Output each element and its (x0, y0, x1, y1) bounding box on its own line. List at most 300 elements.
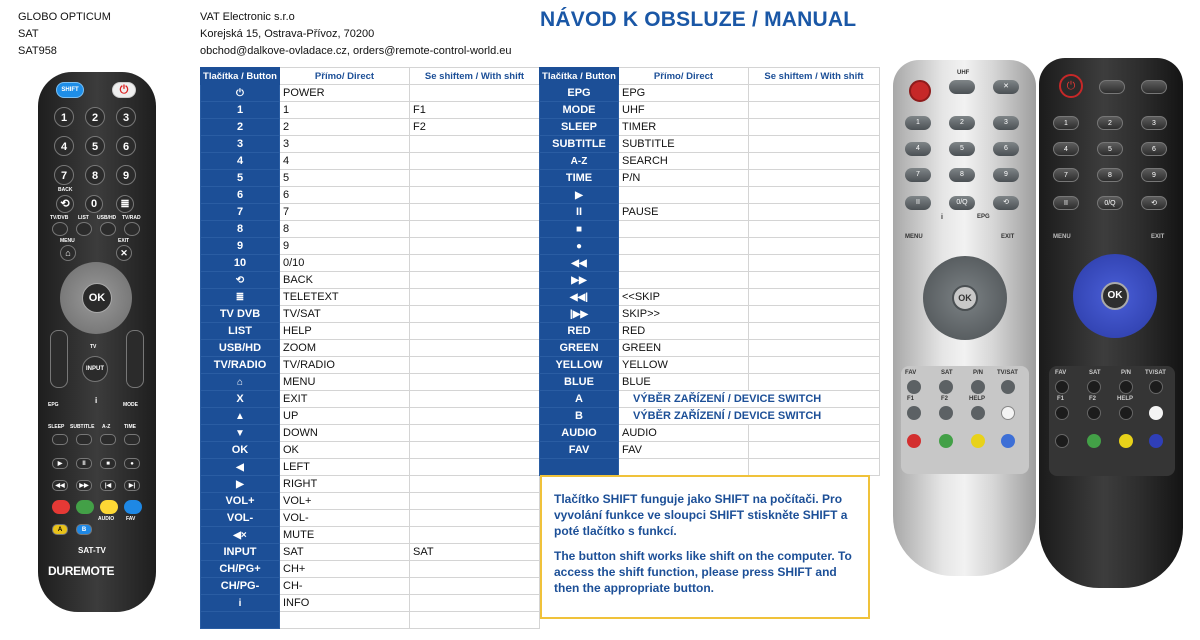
button-cell: 3 (201, 136, 280, 153)
yellow-button (971, 434, 985, 448)
table-row (540, 306, 880, 323)
direct-cell (619, 272, 749, 289)
table-row (540, 459, 880, 476)
f2-label: F2 (1089, 396, 1097, 402)
direct-cell: P/N (619, 170, 749, 187)
sleep-label: SLEEP (48, 424, 65, 430)
direct-cell: AUDIO (619, 425, 749, 442)
mute-icon: ✕ (993, 80, 1019, 94)
table-row (201, 323, 540, 340)
direct-cell: CH- (280, 578, 410, 595)
direct-cell (619, 459, 749, 476)
brand-logo: DUREMOTE (48, 564, 115, 578)
audio-label: AUDIO (98, 516, 115, 522)
yellow-button (1119, 434, 1133, 448)
button-cell: LIST (201, 323, 280, 340)
button-cell: FAV (540, 442, 619, 459)
digit-button: 5 (85, 136, 105, 156)
pn-label: P/N (973, 370, 984, 376)
shift-cell (749, 289, 880, 306)
table-header-row (201, 68, 540, 85)
shift-cell (749, 136, 880, 153)
usbhd-button (100, 222, 116, 236)
button-cell: ■ (540, 221, 619, 238)
company-info (200, 9, 512, 60)
pause-button: II (1053, 196, 1079, 210)
shift-cell (410, 561, 540, 578)
menu-label: MENU (60, 238, 75, 244)
blue-button (1001, 434, 1015, 448)
help-button (971, 406, 985, 420)
button-cell: VOL- (201, 510, 280, 527)
info-label: i (95, 396, 98, 405)
model-label: SAT-TV (78, 546, 106, 555)
button-cell: ● (540, 238, 619, 255)
shift-button: SHIFT (56, 82, 84, 98)
shift-cell: F1 (410, 102, 540, 119)
table-row (540, 136, 880, 153)
input-button: INPUT (82, 356, 108, 382)
table-row (201, 272, 540, 289)
help-button (1119, 406, 1133, 420)
blue-button (1149, 434, 1163, 448)
info-label: i (941, 214, 943, 221)
brand-line: SAT (18, 28, 39, 40)
record-icon: ● (124, 458, 140, 469)
red-button (52, 500, 70, 514)
sat-label: SAT (1089, 370, 1101, 376)
uhf-label: UHF (957, 70, 970, 76)
button-cell: ▶ (540, 187, 619, 204)
direct-cell: 0/10 (280, 255, 410, 272)
skip-forward-icon: ▶| (124, 480, 140, 491)
button-cell: 8 (201, 221, 280, 238)
direct-cell: TV/RADIO (280, 357, 410, 374)
button-cell: VOL+ (201, 493, 280, 510)
tvrad-label: TV/RAD (122, 215, 141, 221)
company-email: obchod@dalkove-ovladace.cz, orders@remote-control-world.eu (200, 45, 512, 57)
digit-button: 2 (85, 107, 105, 127)
direct-cell: TELETEXT (280, 289, 410, 306)
shift-cell (749, 255, 880, 272)
shift-cell (749, 272, 880, 289)
volume-rocker (50, 330, 68, 388)
shift-cell (749, 85, 880, 102)
mute-button (1055, 434, 1069, 448)
tv-label: TV (90, 344, 97, 350)
table-row (201, 153, 540, 170)
direct-cell: MENU (280, 374, 410, 391)
direct-cell: VÝBĚR ZAŘÍZENÍ / DEVICE SWITCH (619, 391, 880, 408)
power-icon: ⏻ (1059, 74, 1083, 98)
button-cell: ◀× (201, 527, 280, 544)
list-label: LIST (78, 215, 89, 221)
f2-label: F2 (941, 396, 949, 402)
digit-button: 6 (993, 142, 1019, 156)
digit-button: 9 (1141, 168, 1167, 182)
table-row (201, 255, 540, 272)
table-row (540, 425, 880, 442)
pause-button: II (905, 196, 931, 210)
button-cell: ▼ (201, 425, 280, 442)
a-button: A (52, 524, 68, 535)
product-info (18, 9, 111, 60)
tvsat-button (1149, 380, 1163, 394)
power-icon (909, 80, 931, 102)
table-header-row (540, 68, 880, 85)
channel-rocker (126, 330, 144, 388)
button-cell: |▶▶ (540, 306, 619, 323)
green-button (76, 500, 94, 514)
digit-button: 9 (993, 168, 1019, 182)
direct-cell (280, 612, 410, 629)
digit-button: 4 (54, 136, 74, 156)
shift-cell (749, 187, 880, 204)
red-button (907, 434, 921, 448)
table-row (540, 408, 880, 425)
stop-icon: ■ (100, 458, 116, 469)
shift-cell (410, 238, 540, 255)
direct-cell: LEFT (280, 459, 410, 476)
shift-cell (410, 306, 540, 323)
table-row (201, 187, 540, 204)
button-cell: 6 (201, 187, 280, 204)
pn-button (1119, 380, 1133, 394)
button-cell: AUDIO (540, 425, 619, 442)
epg-label: EPG (48, 402, 59, 408)
table-row (540, 357, 880, 374)
white-button (1149, 406, 1163, 420)
direct-cell (619, 255, 749, 272)
direct-cell: BACK (280, 272, 410, 289)
table-row (540, 102, 880, 119)
direct-cell: POWER (280, 85, 410, 102)
digit-button: 1 (54, 107, 74, 127)
shift-cell (410, 442, 540, 459)
shift-cell (749, 238, 880, 255)
direct-cell: ZOOM (280, 340, 410, 357)
button-cell: TV/RADIO (201, 357, 280, 374)
digit-button: 3 (993, 116, 1019, 130)
power-icon: ⏻ (112, 82, 136, 98)
button-cell: 7 (201, 204, 280, 221)
shift-cell (410, 476, 540, 493)
button-cell: A-Z (540, 153, 619, 170)
table-row (540, 187, 880, 204)
page-title: NÁVOD K OBSLUZE / MANUAL (540, 8, 857, 31)
table-row (540, 85, 880, 102)
shift-cell (410, 408, 540, 425)
shift-cell (410, 85, 540, 102)
tvsat-label: TV/SAT (997, 370, 1018, 376)
usbhd-label: USB/HD (97, 215, 117, 221)
shift-cell (410, 187, 540, 204)
fav-label: FAV (126, 516, 136, 522)
table-row (201, 340, 540, 357)
f1-button (907, 406, 921, 420)
button-cell: USB/HD (201, 340, 280, 357)
table-row (540, 391, 880, 408)
table-row (201, 561, 540, 578)
company-name: VAT Electronic s.r.o (200, 11, 295, 23)
shift-cell (749, 153, 880, 170)
back-icon: ⟲ (1141, 196, 1167, 210)
zero-button: 0/Q (949, 196, 975, 210)
fav-label: FAV (1055, 370, 1067, 376)
table-row (540, 272, 880, 289)
subtitle-label: SUBTITLE (70, 424, 95, 430)
shift-cell (410, 272, 540, 289)
back-label: BACK (58, 187, 73, 193)
fav-button (1055, 380, 1069, 394)
button-cell: ▶ (201, 476, 280, 493)
table-row (540, 119, 880, 136)
button-cell: 10 (201, 255, 280, 272)
button-cell (540, 459, 619, 476)
direct-cell: SEARCH (619, 153, 749, 170)
digit-button: 8 (949, 168, 975, 182)
direct-cell: <<SKIP (619, 289, 749, 306)
direct-cell: TIMER (619, 119, 749, 136)
tvrad-button (124, 222, 140, 236)
shift-cell (749, 374, 880, 391)
table-row (201, 442, 540, 459)
button-cell: ▲ (201, 408, 280, 425)
direct-cell: PAUSE (619, 204, 749, 221)
table-row (201, 476, 540, 493)
table-row (540, 238, 880, 255)
shift-cell (410, 459, 540, 476)
list-button (76, 222, 92, 236)
table-row (540, 289, 880, 306)
button-cell: ▶▶ (540, 272, 619, 289)
digit-button: 7 (905, 168, 931, 182)
sat-button (939, 380, 953, 394)
shift-cell (749, 221, 880, 238)
shift-cell (749, 102, 880, 119)
direct-cell (619, 187, 749, 204)
shift-cell (410, 612, 540, 629)
table-row (201, 459, 540, 476)
direct-cell: VOL+ (280, 493, 410, 510)
table-row (201, 595, 540, 612)
shift-cell (749, 204, 880, 221)
fav-button (907, 380, 921, 394)
direct-cell: MUTE (280, 527, 410, 544)
button-cell: II (540, 204, 619, 221)
forward-icon: ▶▶ (76, 480, 92, 491)
table-row (201, 289, 540, 306)
table-row (540, 153, 880, 170)
menu-label: MENU (1053, 234, 1071, 240)
help-label: HELP (969, 396, 986, 402)
shift-cell (410, 136, 540, 153)
button-cell: X (201, 391, 280, 408)
az-label: A-Z (102, 424, 111, 430)
brand-line: GLOBO OPTICUM (18, 11, 111, 23)
direct-cell: 3 (280, 136, 410, 153)
direct-cell: HELP (280, 323, 410, 340)
remote-duremote-image (38, 72, 156, 612)
direct-cell: RED (619, 323, 749, 340)
company-address: Korejská 15, Ostrava-Přívoz, 70200 (200, 28, 375, 40)
direct-cell: UHF (619, 102, 749, 119)
shift-cell (410, 425, 540, 442)
sleep-button (52, 434, 68, 445)
f2-button (939, 406, 953, 420)
col-header-button: Tlačítka / Button (201, 68, 280, 85)
sat-button (1087, 380, 1101, 394)
direct-cell: 8 (280, 221, 410, 238)
col-header-shift: Se shiftem / With shift (749, 68, 880, 85)
direct-cell: SUBTITLE (619, 136, 749, 153)
shift-cell (749, 340, 880, 357)
table-row (201, 374, 540, 391)
table-row (201, 612, 540, 629)
yellow-button (100, 500, 118, 514)
table-row (201, 238, 540, 255)
button-cell: ◀◀ (540, 255, 619, 272)
table-row (201, 544, 540, 561)
direct-cell: TV/SAT (280, 306, 410, 323)
direct-cell: 9 (280, 238, 410, 255)
direct-cell: FAV (619, 442, 749, 459)
button-cell: CH/PG- (201, 578, 280, 595)
digit-button: 7 (1053, 168, 1079, 182)
direct-cell: 1 (280, 102, 410, 119)
button-cell: BLUE (540, 374, 619, 391)
button-cell (201, 612, 280, 629)
time-label: TIME (124, 424, 136, 430)
sat-label: SAT (941, 370, 953, 376)
direct-cell (619, 238, 749, 255)
table-row (540, 204, 880, 221)
home-icon: ⌂ (60, 245, 76, 261)
shift-cell (749, 357, 880, 374)
shift-cell (410, 170, 540, 187)
col-header-shift: Se shiftem / With shift (410, 68, 540, 85)
tvsat-button (1001, 380, 1015, 394)
table-row (201, 119, 540, 136)
uhf-button (1099, 80, 1125, 94)
col-header-button: Tlačítka / Button (540, 68, 619, 85)
table-row (540, 340, 880, 357)
button-cell: 4 (201, 153, 280, 170)
digit-button: 8 (1097, 168, 1123, 182)
white-button (1001, 406, 1015, 420)
tvdvb-label: TV/DVB (50, 215, 69, 221)
col-header-direct: Přímo/ Direct (619, 68, 749, 85)
digit-button: 3 (116, 107, 136, 127)
shift-cell (410, 357, 540, 374)
shift-cell (410, 595, 540, 612)
table-row (201, 527, 540, 544)
button-cell: EPG (540, 85, 619, 102)
shift-cell (410, 493, 540, 510)
direct-cell: SKIP>> (619, 306, 749, 323)
table-row (201, 85, 540, 102)
button-cell: A (540, 391, 619, 408)
remote-black-image (1039, 58, 1183, 588)
button-mapping-table-left (200, 67, 540, 629)
shift-cell (410, 374, 540, 391)
digit-button: 8 (85, 165, 105, 185)
shift-cell (410, 289, 540, 306)
table-row (540, 442, 880, 459)
button-cell: 2 (201, 119, 280, 136)
button-cell: ⏻ (201, 85, 280, 102)
direct-cell: DOWN (280, 425, 410, 442)
table-row (201, 221, 540, 238)
direct-cell: INFO (280, 595, 410, 612)
table-row (201, 102, 540, 119)
direct-cell: BLUE (619, 374, 749, 391)
exit-label: EXIT (1001, 234, 1015, 240)
digit-button: 9 (116, 165, 136, 185)
button-cell: 1 (201, 102, 280, 119)
skip-back-icon: |◀ (100, 480, 116, 491)
button-cell: ◀◀| (540, 289, 619, 306)
table-row (201, 510, 540, 527)
shift-cell (749, 323, 880, 340)
f1-button (1055, 406, 1069, 420)
direct-cell: GREEN (619, 340, 749, 357)
button-mapping-table-right (539, 67, 880, 476)
button-cell: ≣ (201, 289, 280, 306)
pause-icon: II (76, 458, 92, 469)
exit-label: EXIT (118, 238, 130, 244)
digit-button: 3 (1141, 116, 1167, 130)
mute-button (1141, 80, 1167, 94)
play-icon: ▶ (52, 458, 68, 469)
ok-button: OK (952, 285, 978, 311)
button-cell: OK (201, 442, 280, 459)
shift-cell (410, 323, 540, 340)
shift-cell: F2 (410, 119, 540, 136)
direct-cell: UP (280, 408, 410, 425)
shift-cell (410, 391, 540, 408)
digit-button: 5 (1097, 142, 1123, 156)
direct-cell: VÝBĚR ZAŘÍZENÍ / DEVICE SWITCH (619, 408, 880, 425)
direct-cell: SAT (280, 544, 410, 561)
digit-button: 1 (905, 116, 931, 130)
button-cell: TV DVB (201, 306, 280, 323)
button-cell: GREEN (540, 340, 619, 357)
shift-cell (749, 459, 880, 476)
direct-cell: YELLOW (619, 357, 749, 374)
digit-button: 2 (949, 116, 975, 130)
az-button (100, 434, 116, 445)
direct-cell: OK (280, 442, 410, 459)
digit-button: 4 (905, 142, 931, 156)
table-row (201, 306, 540, 323)
button-cell: i (201, 595, 280, 612)
button-cell: SLEEP (540, 119, 619, 136)
menu-label: MENU (905, 234, 923, 240)
note-english: The button shift works like shift on the computer. To access the shift function, please press SHIFT and then the appropriate button. (554, 549, 852, 595)
digit-button: 5 (949, 142, 975, 156)
pn-button (971, 380, 985, 394)
rewind-icon: ◀◀ (52, 480, 68, 491)
shift-cell (410, 204, 540, 221)
ok-button: OK (1101, 282, 1129, 310)
green-button (1087, 434, 1101, 448)
shift-cell (749, 170, 880, 187)
shift-cell (410, 578, 540, 595)
button-cell: YELLOW (540, 357, 619, 374)
table-row (201, 357, 540, 374)
shift-cell (410, 153, 540, 170)
